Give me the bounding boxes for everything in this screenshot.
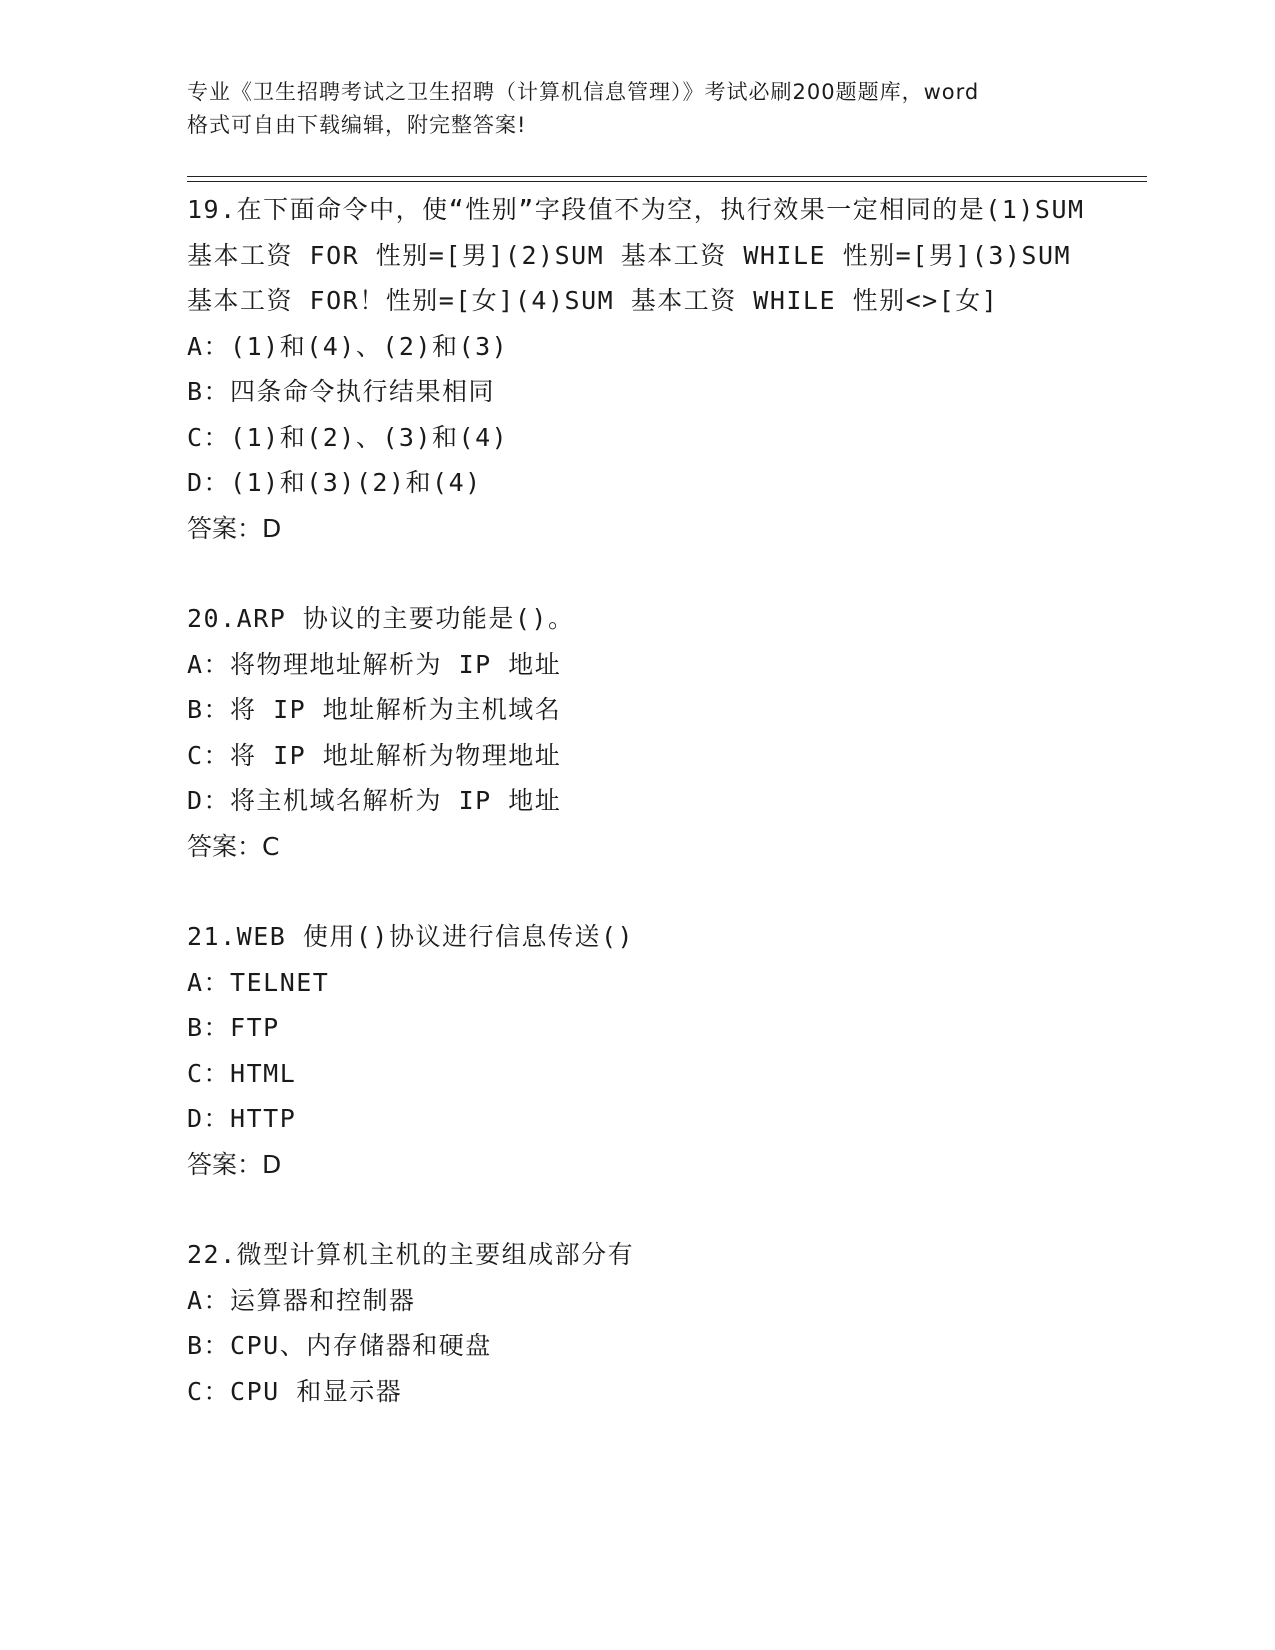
option-a: A：运算器和控制器 — [187, 1285, 416, 1315]
option-d: D：将主机域名解析为 IP 地址 — [187, 786, 562, 815]
option-c: C：HTML — [187, 1058, 297, 1088]
question-stem: 19.在下面命令中，使“性别”字段值不为空，执行效果一定相同的是(1)SUM 基本工资 FOR 性别=[男](2)SUM 基本工资 WHILE 性别=[男](3)SUM 基本工资 FOR！性别=[女](4)SUM 基本工资 WHILE 性别<>[女] — [187, 195, 1102, 315]
option-b: B：FTP — [187, 1013, 280, 1042]
answer: 答案：D — [187, 1149, 282, 1179]
option-c: C：将 IP 地址解析为物理地址 — [187, 740, 562, 770]
option-d: D：HTTP — [187, 1104, 297, 1133]
option-b: B：CPU、内存储器和硬盘 — [187, 1331, 492, 1360]
document-header — [187, 76, 1087, 142]
option-a: A：TELNET — [187, 967, 330, 997]
question-stem: 21.WEB 使用()协议进行信息传送() — [187, 922, 635, 951]
question-21 — [187, 914, 1087, 1187]
header-line-2: 格式可自由下载编辑，附完整答案! — [187, 113, 527, 137]
option-b: B：将 IP 地址解析为主机域名 — [187, 695, 562, 724]
option-c: C：(1)和(2)、(3)和(4) — [187, 422, 509, 452]
option-c: C：CPU 和显示器 — [187, 1376, 403, 1406]
option-b: B：四条命令执行结果相同 — [187, 377, 496, 406]
question-19 — [187, 187, 1102, 551]
header-line-1: 专业《卫生招聘考试之卫生招聘（计算机信息管理）》考试必刷200题题库，word — [187, 80, 980, 104]
question-stem: 20.ARP 协议的主要功能是()。 — [187, 604, 575, 633]
option-a: A：(1)和(4)、(2)和(3) — [187, 331, 509, 361]
question-20 — [187, 596, 1087, 869]
question-22 — [187, 1232, 1087, 1414]
option-a: A：将物理地址解析为 IP 地址 — [187, 649, 562, 679]
answer: 答案：C — [187, 831, 280, 861]
question-stem: 22.微型计算机主机的主要组成部分有 — [187, 1240, 635, 1269]
header-divider-bottom — [187, 181, 1147, 182]
question-list — [187, 187, 1102, 1459]
answer: 答案：D — [187, 513, 282, 543]
option-d: D：(1)和(3)(2)和(4) — [187, 468, 482, 497]
header-divider-top — [187, 176, 1147, 177]
